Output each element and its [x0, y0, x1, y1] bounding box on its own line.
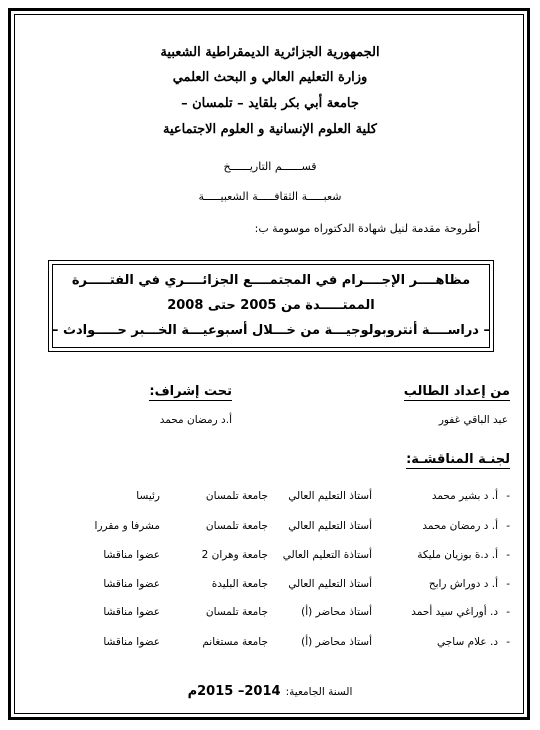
thesis-title-line-3: – دراســــة أنتروبولوجيـــة من خـــلال أسبوعيـــة الخـــبر حـــــوادث – [51, 323, 490, 338]
academic-year [0, 680, 540, 699]
member-rank: أستاذ محاضر (أ) [301, 606, 372, 618]
committee-member-row [0, 520, 540, 538]
committee-member-row [0, 490, 540, 508]
division-name: شعبـــــة الثقافـــــة الشعبيـــــة [198, 190, 342, 203]
member-university: جامعة تلمسان [205, 606, 268, 618]
faculty-name: كلية العلوم الإنسانية و العلوم الاجتماعية [163, 122, 377, 137]
member-university: جامعة البليدة [211, 578, 268, 590]
list-bullet: - [506, 606, 510, 618]
list-bullet: - [506, 520, 510, 532]
member-rank: أستاذ محاضر (أ) [301, 636, 372, 648]
university-name: جامعة أبي بكر بلقايد – تلمسان – [181, 96, 359, 111]
committee-member-row [0, 549, 540, 567]
list-bullet: - [506, 636, 510, 648]
student-label: من إعداد الطالب [403, 384, 510, 399]
member-role: عضوا مناقشا [103, 549, 160, 561]
academic-year-label: السنة الجامعية: [285, 686, 353, 698]
member-role: مشرفا و مقررا [94, 520, 160, 532]
member-university: جامعة مستغانم [202, 636, 268, 648]
thesis-title-line-2: الممتـــــدة من 2005 حتى 2008 [167, 298, 375, 313]
supervisor-name: أ.د رمضان محمد [159, 414, 232, 426]
member-role: عضوا مناقشا [103, 578, 160, 590]
committee-member-row [0, 636, 540, 654]
member-name: أ. د دوراش رابح [428, 578, 498, 590]
member-rank: أستاذ التعليم العالي [288, 520, 372, 532]
member-rank: أستاذ التعليم العالي [288, 490, 372, 502]
member-university: جامعة وهران 2 [201, 549, 268, 561]
member-rank: أستاذة التعليم العالي [282, 549, 372, 561]
student-name: عبد الباقي غفور [438, 414, 508, 426]
member-university: جامعة تلمسان [205, 490, 268, 502]
thesis-intro: أطروحة مقدمة لنيل شهادة الدكتوراه موسومة ب: [254, 222, 480, 235]
list-bullet: - [506, 490, 510, 502]
republic-name: الجمهورية الجزائرية الديمقراطية الشعبية [160, 45, 380, 60]
thesis-title-line-1: مظاهــــر الإجــــرام في المجتمــــع الجزائــــري في الفتـــــرة [71, 273, 471, 288]
committee-member-row [0, 606, 540, 624]
member-role: عضوا مناقشا [103, 606, 160, 618]
member-name: د. أوراغي سيد أحمد [411, 606, 498, 618]
member-name: أ. د بشير محمد [431, 490, 498, 502]
member-university: جامعة تلمسان [205, 520, 268, 532]
member-name: د. علام ساجي [437, 636, 498, 648]
ministry-name: وزارة التعليم العالي و البحث العلمي [172, 70, 368, 85]
list-bullet: - [506, 549, 510, 561]
member-role: عضوا مناقشا [103, 636, 160, 648]
supervisor-label: تحت إشراف: [149, 384, 232, 399]
member-name: أ. د رمضان محمد [422, 520, 498, 532]
academic-year-value: 2014– 2015م [187, 684, 281, 699]
committee-label: لجنـة المناقشـة: [406, 452, 510, 467]
department-name: قســــــم التاريــــــخ [223, 160, 317, 173]
member-role: رئيسا [136, 490, 160, 502]
list-bullet: - [506, 578, 510, 590]
member-rank: أستاذ التعليم العالي [288, 578, 372, 590]
committee-member-row [0, 578, 540, 596]
member-name: أ. د.ة بوزيان مليكة [417, 549, 498, 561]
